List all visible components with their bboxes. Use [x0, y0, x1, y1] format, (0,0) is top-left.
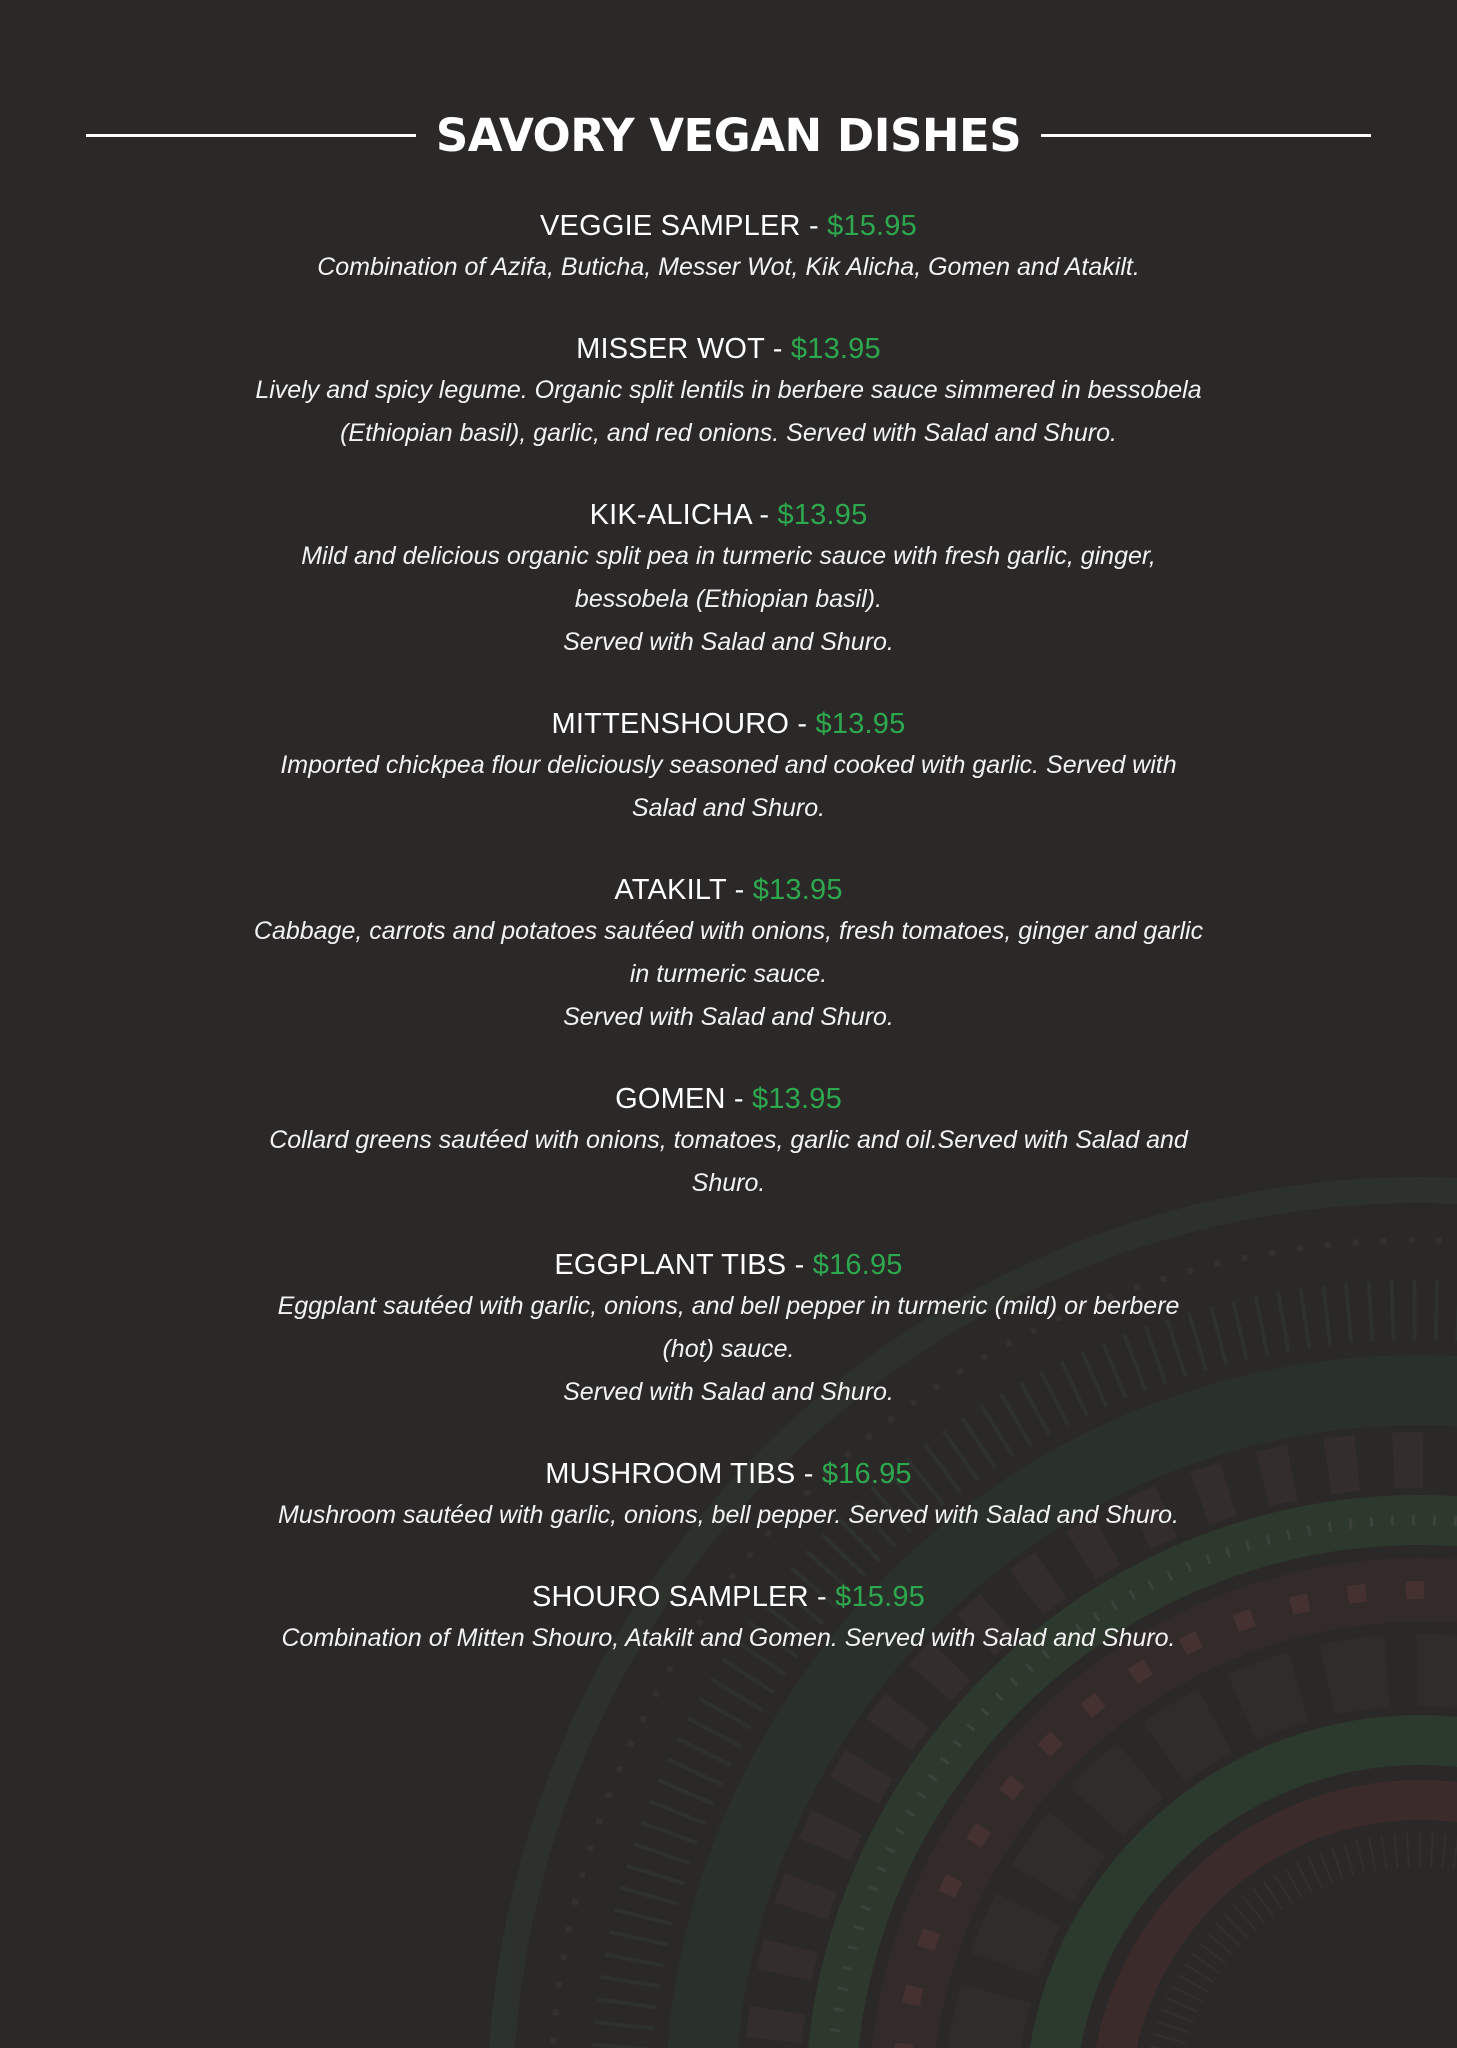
description-line: Mild and delicious organic split pea in turmeric sauce with fresh garlic, ginger,: [301, 542, 1156, 570]
item-description: [200, 1494, 1257, 1537]
item-name: MITTENSHOURO: [551, 708, 790, 740]
item-separator: -: [725, 1083, 753, 1115]
description-line: Shuro.: [691, 1169, 766, 1197]
description-line: Served with Salad and Shuro.: [563, 1378, 894, 1406]
item-name: ATAKILT: [614, 874, 727, 906]
item-separator: -: [726, 874, 753, 906]
header-rule-right: [1041, 134, 1371, 137]
description-line: Served with Salad and Shuro.: [563, 1003, 894, 1031]
menu-item: [200, 495, 1257, 664]
item-description: [200, 1617, 1257, 1660]
item-heading: [200, 495, 1257, 535]
item-heading: [200, 704, 1257, 744]
menu-list: [200, 206, 1257, 1700]
item-name: GOMEN: [615, 1083, 726, 1115]
description-line: Salad and Shuro.: [631, 794, 826, 822]
item-description: [200, 369, 1257, 455]
item-price: $13.95: [790, 333, 881, 365]
item-name: EGGPLANT TIBS: [554, 1249, 787, 1281]
description-line: Lively and spicy legume. Organic split lentils in berbere sauce simmered in bessobela: [255, 376, 1202, 404]
item-name: KIK-ALICHA: [589, 499, 752, 531]
item-description: [200, 246, 1257, 289]
item-name: MISSER WOT: [576, 333, 765, 365]
menu-item: [200, 206, 1257, 289]
item-description: [200, 535, 1257, 664]
description-line: Combination of Mitten Shouro, Atakilt and Gomen. Served with Salad and Shuro.: [281, 1624, 1176, 1652]
description-line: in turmeric sauce.: [629, 960, 828, 988]
item-price: $13.95: [752, 1083, 842, 1115]
item-heading: [200, 1454, 1257, 1494]
description-line: (hot) sauce.: [662, 1335, 795, 1363]
item-price: $16.95: [812, 1249, 903, 1281]
menu-item: [200, 870, 1257, 1039]
description-line: Imported chickpea flour deliciously seasoned and cooked with garlic. Served with: [280, 751, 1177, 779]
item-name: VEGGIE SAMPLER: [540, 210, 801, 242]
item-separator: -: [808, 1581, 836, 1613]
item-heading: [200, 206, 1257, 246]
item-description: [200, 1285, 1257, 1414]
item-separator: -: [786, 1249, 813, 1281]
description-line: Cabbage, carrots and potatoes sautéed with onions, fresh tomatoes, ginger and garlic: [253, 917, 1204, 945]
item-heading: [200, 329, 1257, 369]
menu-item: [200, 704, 1257, 830]
item-separator: -: [764, 333, 791, 365]
item-price: $13.95: [815, 708, 906, 740]
description-line: Collard greens sautéed with onions, tomatoes, garlic and oil.Served with Salad and: [269, 1126, 1188, 1154]
menu-item: [200, 1577, 1257, 1660]
menu-item: [200, 1079, 1257, 1205]
item-heading: [200, 1577, 1257, 1617]
item-price: $15.95: [835, 1581, 926, 1613]
item-description: [200, 744, 1257, 830]
section-header: [86, 100, 1371, 170]
item-heading: [200, 1079, 1257, 1119]
menu-item: [200, 1454, 1257, 1537]
item-separator: -: [751, 499, 778, 531]
section-title: SAVORY VEGAN DISHES: [435, 108, 1022, 162]
item-separator: -: [789, 708, 816, 740]
description-line: Eggplant sautéed with garlic, onions, and bell pepper in turmeric (mild) or berbere: [277, 1292, 1180, 1320]
item-heading: [200, 1245, 1257, 1285]
menu-item: [200, 1245, 1257, 1414]
item-name: SHOURO SAMPLER: [531, 1581, 809, 1613]
item-description: [200, 910, 1257, 1039]
item-name: MUSHROOM TIBS: [545, 1458, 796, 1490]
item-heading: [200, 870, 1257, 910]
item-price: $13.95: [752, 874, 843, 906]
menu-item: [200, 329, 1257, 455]
item-description: [200, 1119, 1257, 1205]
item-price: $13.95: [777, 499, 868, 531]
item-separator: -: [795, 1458, 822, 1490]
description-line: Mushroom sautéed with garlic, onions, bell pepper. Served with Salad and Shuro.: [278, 1501, 1179, 1529]
description-line: Served with Salad and Shuro.: [563, 628, 894, 656]
description-line: (Ethiopian basil), garlic, and red onions. Served with Salad and Shuro.: [340, 419, 1117, 447]
item-price: $16.95: [821, 1458, 912, 1490]
item-separator: -: [800, 210, 828, 242]
description-line: bessobela (Ethiopian basil).: [574, 585, 883, 613]
header-rule-left: [86, 134, 416, 137]
description-line: Combination of Azifa, Buticha, Messer Wot, Kik Alicha, Gomen and Atakilt.: [317, 253, 1140, 281]
item-price: $15.95: [827, 210, 917, 242]
